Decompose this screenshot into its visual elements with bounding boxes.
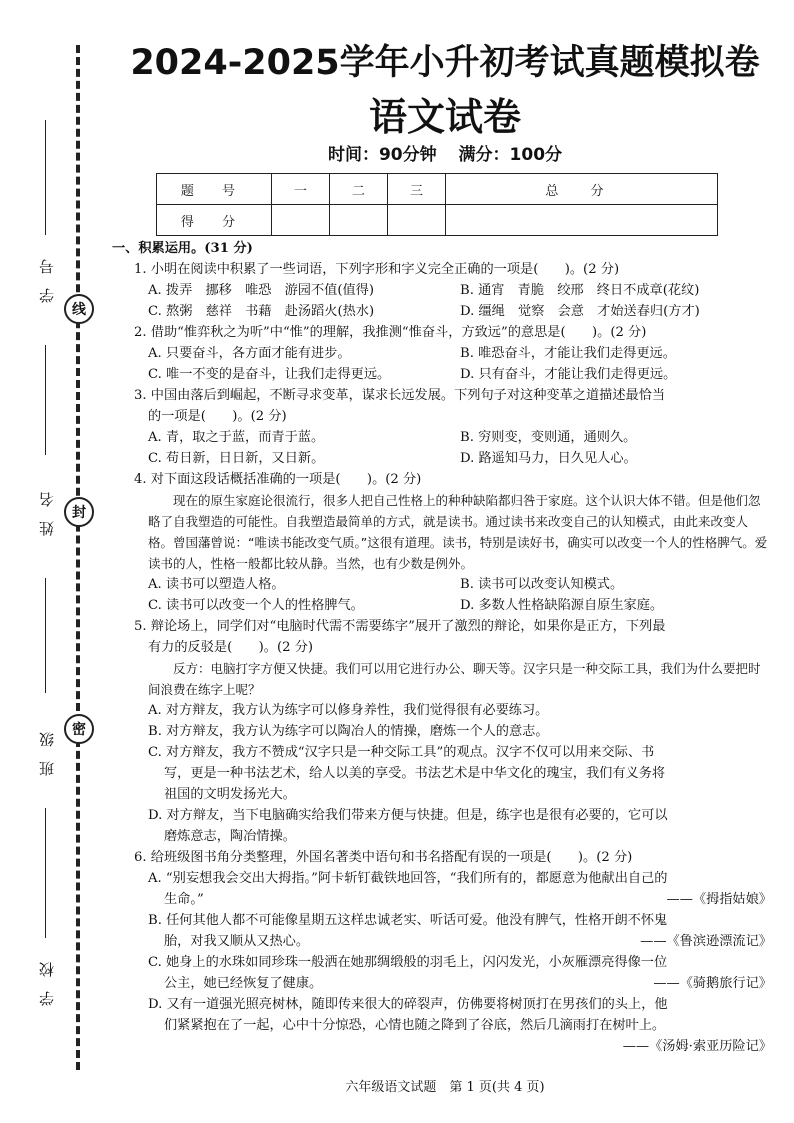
option-d[interactable] [112,994,772,1057]
score-table-score-row [157,205,718,236]
question-3-stem: 3. 中国由落后到崛起，不断寻求变革，谋求长远发展。下列句子对这种变革之道描述最恰当 [134,388,666,403]
question-3-stem-cont: 的一项是( )。(2 分) [148,409,287,424]
exam-title: 2024-2025学年小升初考试真题模拟卷 [130,43,760,83]
option-a[interactable] [112,868,772,910]
binding-dashed-line [76,45,80,1070]
option-c[interactable] [112,742,772,805]
seal-seal: 封 [64,497,94,527]
question-4-passage: 现在的原生家庭论很流行，很多人把自己性格上的种种缺陷都归咎于家庭。这个认识大体不错。但是他们忽略了自我塑造的可能性。自我塑造最简单的方式，就是读书。通过读书来改变自己的认知模式，由此来改变人格。曾国藩曾说：“唯读书能改变气质。”这很有道理。读书，特别是读好书，确实可以改变一个人的性格脾气。爱读书的人，性格一般都比较从静。当然，也有少数是例外。 [148,493,768,571]
option-c-line [148,973,772,994]
score-cell: 三 [387,174,445,205]
exam-time: 时间：90分钟 [327,145,437,165]
question-2-options [112,343,772,385]
option-d[interactable]: D. 只有奋斗，才能让我们走得更远。 [460,367,677,382]
option-a-source: ——《拇指姑娘》 [666,892,772,907]
option-a[interactable]: A. 青，取之于蓝，而青于蓝。 [148,430,325,445]
option-c-line: C. 她身上的水珠如同珍珠一般洒在她那绸缎般的羽毛上，闪闪发光，小灰雁漂亮得像一位 [148,955,668,970]
section-title: 一、积累运用。(31 分) [112,241,253,256]
school-line [45,808,46,938]
option-d[interactable] [112,805,772,847]
score-cell: 得 分 [157,205,272,236]
question-6-stem: 6. 给班级图书角分类整理，外国名著类中语句和书名搭配有误的一项是( )。(2 分) [134,850,633,865]
name-label: 姓名 [38,478,56,536]
score-cell: 总 分 [445,174,717,205]
option-d[interactable]: D. 缰绳 觉察 会意 才始送春归(方才) [460,304,700,319]
option-a[interactable]: A. 拨弄 挪移 唯恐 游园不值(值得) [148,283,375,298]
option-c-source: ——《骑鹅旅行记》 [653,976,772,991]
page-footer: 六年级语文试题 第 1 页(共 4 页) [345,1080,545,1095]
question-5-passage: 反方：电脑打字方便又快捷。我们可以用它进行办公、聊天等。汉字只是一种交际工具，我们为什么要把时间浪费在练字上呢？ [148,661,761,697]
student-id-label: 学号 [38,245,56,303]
option-a[interactable]: A. 只要奋斗，各方面才能有进步。 [148,346,351,361]
option-b[interactable]: B. 通宵 青脆 绞邢 终日不成章(花纹) [460,283,700,298]
option-d[interactable]: D. 多数人性格缺陷源自原生家庭。 [460,598,664,613]
score-cell[interactable] [329,205,387,236]
question-5-stem: 5. 辩论场上，同学们对“电脑时代需不需要练字”展开了激烈的辩论，如果你是正方，下列最 [134,619,666,634]
option-a[interactable]: A. 读书可以塑造人格。 [148,577,285,592]
option-b-line: B. 任何其他人都不可能像星期五这样忠诚老实、听话可爱。他没有脾气，性格开朗不怀鬼 [148,913,668,928]
option-c[interactable]: C. 唯一不变的是奋斗，让我们走得更远。 [148,367,391,382]
option-c[interactable]: C. 读书可以改变一个人的性格脾气。 [148,598,364,613]
option-d-source: ——《汤姆·索亚历险记》 [622,1039,772,1054]
question-4-options [112,574,772,616]
class-label: 班级 [38,718,56,776]
exam-meta [96,140,794,165]
school-label: 学校 [38,948,56,1006]
option-c-line: C. 对方辩友，我方不赞成“汉字只是一种交际工具”的观点。汉字不仅可以用来交际、书 [148,745,655,760]
question-2-stem: 2. 借助“惟弈秋之为听”中“惟”的理解，我推测“惟奋斗，方致远”的意思是( )。(2 分) [134,325,647,340]
option-d-line: D. 对方辩友，当下电脑确实给我们带来方便与快捷。但是，练字也是很有必要的，它可以 [148,808,668,823]
option-c-line: 写，更是一种书法艺术，给人以美的享受。书法艺术是中华文化的瑰宝，我们有义务将 [164,766,666,781]
score-cell: 题 号 [157,174,272,205]
option-b[interactable]: B. 穷则变，变则通，通则久。 [460,430,637,445]
question-3-options [112,427,772,469]
option-c[interactable]: C. 苟日新，日日新，又日新。 [148,451,325,466]
question-1-stem: 1. 小明在阅读中积累了一些词语，下列字形和字义完全正确的一项是( )。(2 分) [134,262,620,277]
option-b-line [148,931,772,952]
score-cell[interactable] [272,205,330,236]
score-table [156,173,718,236]
score-table-header-row [157,174,718,205]
class-line [45,578,46,693]
exam-content [112,238,772,1057]
option-c-line: 祖国的文明发扬光大。 [164,787,296,802]
exam-subtitle: 语文试卷 [368,95,521,139]
option-c[interactable]: C. 熬粥 慈祥 书藉 赴汤蹈火(热水) [148,304,375,319]
question-5-stem-cont: 有力的反驳是( )。(2 分) [148,640,314,655]
option-b[interactable]: B. 读书可以改变认知模式。 [460,577,624,592]
student-id-line [45,120,46,235]
option-c[interactable] [112,952,772,994]
exam-full-score: 满分：100分 [458,145,563,165]
seal-line: 线 [64,294,94,324]
name-line [45,345,46,455]
question-1-options [112,280,772,322]
option-b[interactable] [112,910,772,952]
option-a-text: 生命。” [164,892,204,907]
score-cell: 一 [272,174,330,205]
option-d-line: D. 又有一道强光照亮树林，随即传来很大的碎裂声，仿佛要将树顶打在男孩们的头上，他 [148,997,668,1012]
option-b[interactable]: B. 对方辩友，我方认为练字可以陶冶人的情操，磨炼一个人的意志。 [148,724,549,739]
option-a[interactable]: A. 对方辩友，我方认为练字可以修身养性，我们觉得很有必要练习。 [148,703,549,718]
score-cell[interactable] [445,205,717,236]
option-c-text: 公主，她已经恢复了健康。 [164,976,323,991]
question-4-stem: 4. 对下面这段话概括准确的一项是( )。(2 分) [134,472,422,487]
option-d-line: 们紧紧抱在了一起，心中十分惊恐，心情也随之降到了谷底，然后几滴雨打在树叶上。 [164,1018,666,1033]
option-a-line [148,889,772,910]
seal-secret: 密 [64,714,94,744]
option-d[interactable]: D. 路遥知马力，日久见人心。 [460,451,637,466]
score-cell[interactable] [387,205,445,236]
option-b[interactable]: B. 唯恐奋斗，才能让我们走得更远。 [460,346,676,361]
option-b-text: 胎，对我又顺从又热心。 [164,934,310,949]
score-cell: 二 [329,174,387,205]
option-a-line: A. “别妄想我会交出大拇指。”阿卡斩钉截铁地回答，“我们所有的，都愿意为他献出自己的 [148,871,668,886]
binding-margin [0,0,100,1123]
option-b-source: ——《鲁滨逊漂流记》 [640,934,772,949]
option-d-line: 磨炼意志，陶冶情操。 [164,829,296,844]
